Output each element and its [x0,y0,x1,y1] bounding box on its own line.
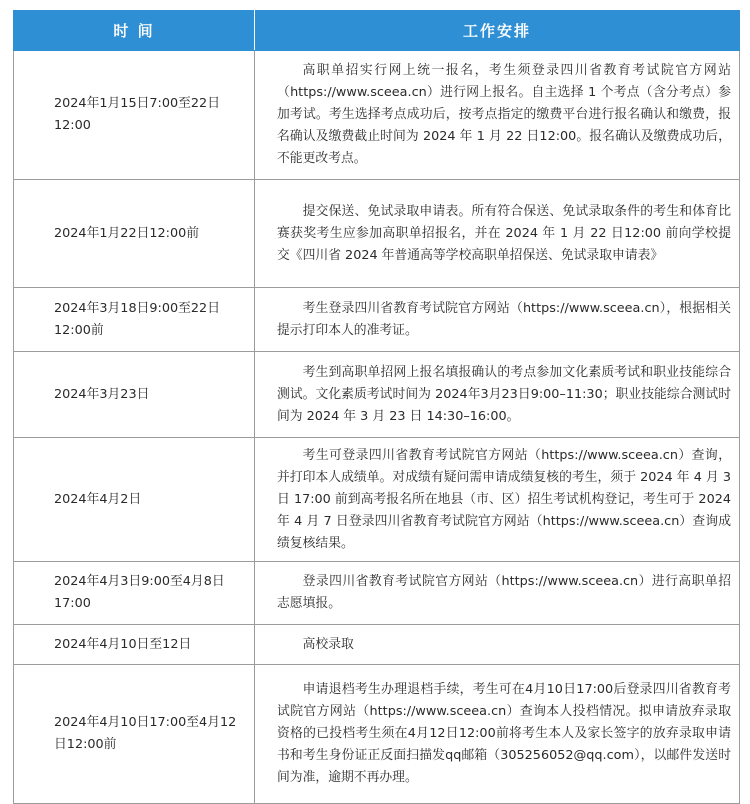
row-time: 2024年4月10日至12日 [14,625,255,665]
row-work: 登录四川省教育考试院官方网站（https://www.sceea.cn）进行高职单招志愿填报。 [255,562,740,625]
table-row [14,180,740,288]
row-work: 考生到高职单招网上报名填报确认的考点参加文化素质考试和职业技能综合测试。文化素质考试时间为 2024年3月23日9:00–11:30；职业技能综合测试时间为 2024 年 3 月 23 日 14:30–16:00。 [255,352,740,438]
row-work: 提交保送、免试录取申请表。所有符合保送、免试录取条件的考生和体育比赛获奖考生应参加高职单招报名，并在 2024 年 1 月 22 日12:00 前向学校提交《四川省 2024 年普通高等学校高职单招保送、免试录取申请表》 [255,180,740,288]
table-row [14,438,740,562]
table-row [14,352,740,438]
row-time: 2024年3月23日 [14,352,255,438]
row-work: 申请退档考生办理退档手续，考生可在4月10日17:00后登录四川省教育考试院官方网站（https://www.sceea.cn）查询本人投档情况。拟申请放弃录取资格的已投档考生须在4月12日12:00前将考生本人及家长签字的放弃录取申请书和考生身份证正反面扫描发qq邮箱（305256052@qq.com），以邮件发送时间为准，逾期不再办理。 [255,665,740,804]
row-time: 2024年1月15日7:00至22日12:00 [14,51,255,180]
row-time: 2024年4月3日9:00至4月8日17:00 [14,562,255,625]
table-row [14,562,740,625]
schedule-table-wrapper [13,10,739,804]
table-row [14,288,740,352]
row-work: 高校录取 [255,625,740,665]
row-time: 2024年3月18日9:00至22日12:00前 [14,288,255,352]
time-column-header: 时 间 [14,11,255,51]
row-work: 考生登录四川省教育考试院官方网站（https://www.sceea.cn），根据相关提示打印本人的准考证。 [255,288,740,352]
row-work: 考生可登录四川省教育考试院官方网站（https://www.sceea.cn）查询，并打印本人成绩单。对成绩有疑问需申请成绩复核的考生，须于 2024 年 4 月 3日 17:00 前到高考报名所在地县（市、区）招生考试机构登记，考生可于 2024 年 4 月 7 日登录四川省教育考试院官方网站（https://www.sceea.cn）查询成绩复核结果。 [255,438,740,562]
table-row [14,665,740,804]
row-time: 2024年4月10日17:00至4月12日12:00前 [14,665,255,804]
table-row [14,625,740,665]
table-row [14,51,740,180]
schedule-table [13,10,740,804]
row-time: 2024年4月2日 [14,438,255,562]
table-header-row [14,11,740,51]
row-work: 高职单招实行网上统一报名，考生须登录四川省教育考试院官方网站（https://www.sceea.cn）进行网上报名。自主选择 1 个考点（含分考点）参加考试。考生选择考点成功后，按考点指定的缴费平台进行报名确认和缴费，报名确认及缴费截止时间为 2024 年 1 月 22 日12:00。报名确认及缴费成功后，不能更改考点。 [255,51,740,180]
work-column-header: 工作安排 [255,11,740,51]
row-time: 2024年1月22日12:00前 [14,180,255,288]
